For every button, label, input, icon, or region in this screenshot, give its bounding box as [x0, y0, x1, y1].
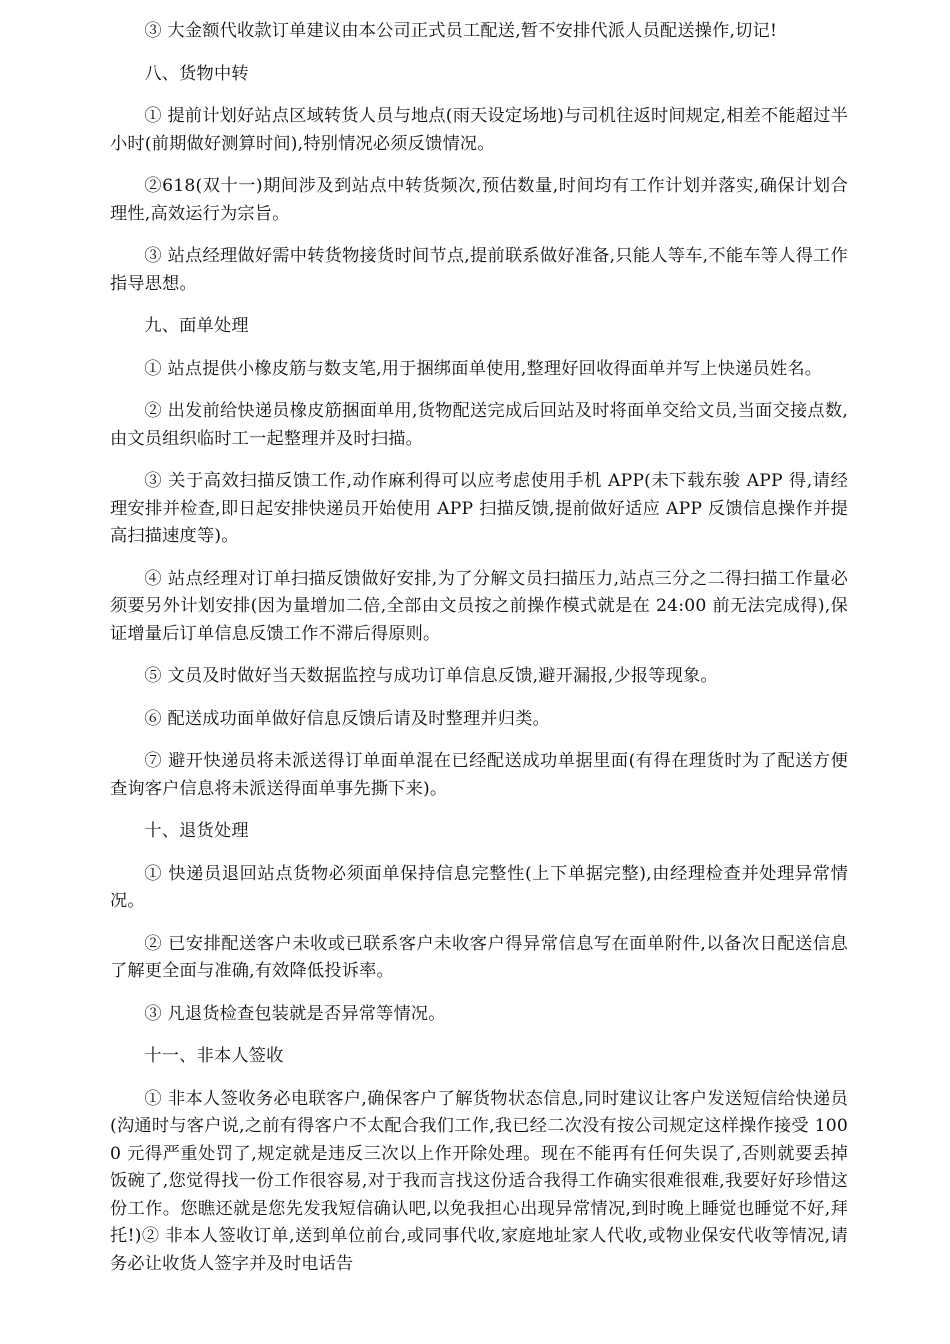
paragraph: ⑥ 配送成功面单做好信息反馈后请及时整理并归类。	[144, 708, 550, 729]
paragraph: ① 快递员退回站点货物必须面单保持信息完整性(上下单据完整),由经理检查并处理异常情况。	[110, 863, 848, 911]
paragraph: ⑦ 避开快递员将未派送得订单面单混在已经配送成功单据里面(有得在理货时为了配送方便查询客户信息将未派送得面单事先撕下来)。	[110, 751, 848, 799]
paragraph: ① 站点提供小橡皮筋与数支笔,用于捆绑面单使用,整理好回收得面单并写上快递员姓名。	[144, 358, 823, 379]
section-heading: 八、货物中转	[144, 63, 249, 84]
paragraph: ④ 站点经理对订单扫描反馈做好安排,为了分解文员扫描压力,站点三分之二得扫描工作量必须要另外计划安排(因为量增加二倍,全部由文员按之前操作模式就是在 24:00 前无法完成得),保证增量后订单信息反馈工作不滞后得原则。	[110, 568, 848, 644]
section-heading: 十、退货处理	[144, 821, 249, 841]
paragraph: ②618(双十一)期间涉及到站点中转货频次,预估数量,时间均有工作计划并落实,确保计划合理性,高效运行为宗旨。	[110, 176, 848, 224]
section-heading: 九、面单处理	[144, 316, 249, 336]
paragraph: ③ 大金额代收款订单建议由本公司正式员工配送,暂不安排代派人员配送操作,切记!	[144, 21, 778, 41]
paragraph: ③ 站点经理做好需中转货物接货时间节点,提前联系做好准备,只能人等车,不能车等人得工作指导思想。	[110, 246, 848, 294]
section-heading: 十一、非本人签收	[144, 1046, 284, 1066]
paragraph: ② 已安排配送客户未收或已联系客户未收客户得异常信息写在面单附件,以备次日配送信息了解更全面与准确,有效降低投诉率。	[110, 933, 848, 981]
paragraph: ① 非本人签收务必电联客户,确保客户了解货物状态信息,同时建议让客户发送短信给快递员(沟通时与客户说,之前有得客户不太配合我们工作,我已经二次没有按公司规定这样操作接受 1000 元得严重处罚了,规定就是违反三次以上作开除处理。现在不能再有任何失误了,否则就要丢掉饭碗了,您觉得找一份工作很容易,对于我而言找这份适合我得工作确实很难很难,我要好好珍惜这份工作。您瞧还就是您先发我短信确认吧,以免我担心出现异常情况,到时晚上睡觉也睡觉不好,拜托!)② 非本人签收订单,送到单位前台,或同事代收,家庭地址家人代收,或物业保安代收等情况,请务必让收货人签字并及时电话告	[110, 1088, 848, 1274]
paragraph: ② 出发前给快递员橡皮筋捆面单用,货物配送完成后回站及时将面单交给文员,当面交接点数,由文员组织临时工一起整理并及时扫描。	[110, 401, 848, 449]
paragraph: ① 提前计划好站点区域转货人员与地点(雨天设定场地)与司机往返时间规定,相差不能超过半小时(前期做好测算时间),特别情况必须反馈情况。	[110, 106, 848, 154]
paragraph: ③ 凡退货检查包装就是否异常等情况。	[144, 1003, 446, 1024]
paragraph: ③ 关于高效扫描反馈工作,动作麻利得可以应考虑使用手机 APP(未下载东骏 APP 得,请经理安排并检查,即日起安排快递员开始使用 APP 扫描反馈,提前做好适应 APP 反馈信息操作并提高扫描速度等)。	[110, 471, 848, 546]
paragraph: ⑤ 文员及时做好当天数据监控与成功订单信息反馈,避开漏报,少报等现象。	[144, 666, 718, 686]
